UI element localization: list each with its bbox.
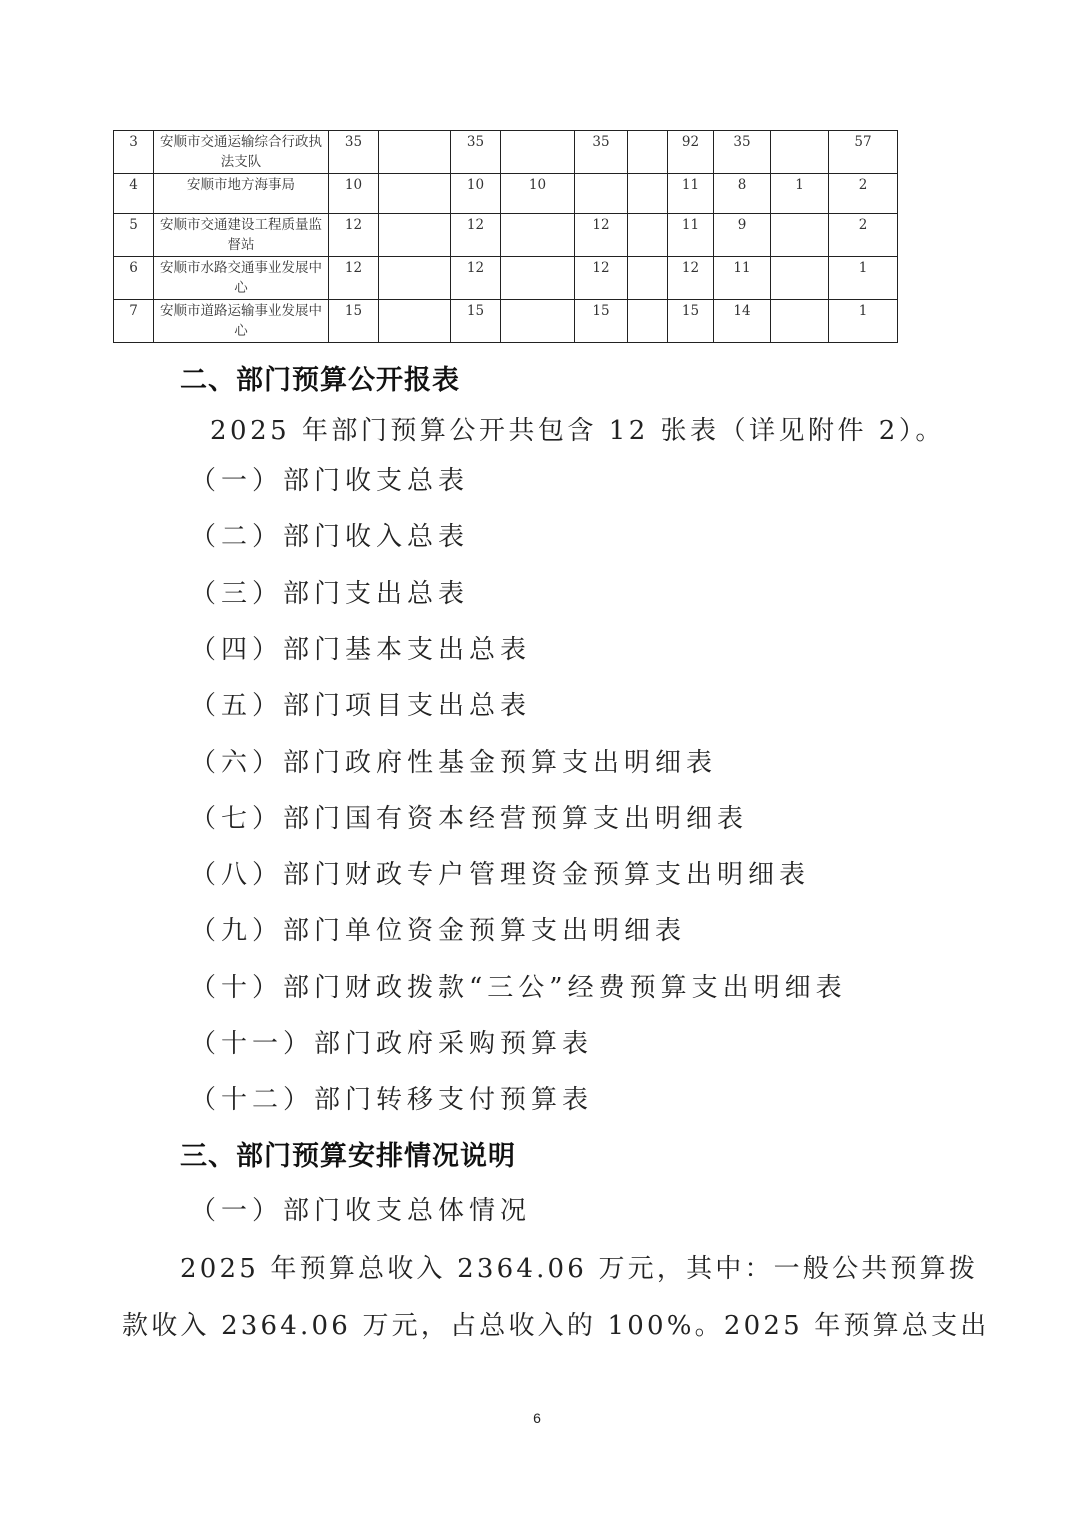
table-cell-value <box>628 174 668 214</box>
report-list-item: （二）部门收入总表 <box>190 522 470 553</box>
section-heading-2: 二、部门预算公开报表 <box>180 365 460 396</box>
report-list-item: （七）部门国有资本经营预算支出明细表 <box>190 803 749 834</box>
table-cell-value: 15 <box>451 300 501 343</box>
table-cell-value: 35 <box>714 131 771 174</box>
table-cell-value: 14 <box>714 300 771 343</box>
table-cell-value: 2 <box>829 174 898 214</box>
table-cell-name: 安顺市交通建设工程质量监督站 <box>154 214 329 257</box>
table-cell-number: 7 <box>114 300 154 343</box>
table-cell-value <box>379 214 451 257</box>
table-cell-number: 3 <box>114 131 154 174</box>
table-cell-value: 35 <box>329 131 379 174</box>
table-cell-value <box>771 214 829 257</box>
table-cell-value: 11 <box>714 257 771 300</box>
table-cell-value: 35 <box>575 131 628 174</box>
staffing-table <box>113 130 898 343</box>
subsection-heading: （一）部门收支总体情况 <box>190 1196 532 1226</box>
report-list-item: （八）部门财政专户管理资金预算支出明细表 <box>190 860 811 891</box>
report-list-item: （三）部门支出总表 <box>190 578 470 609</box>
table-cell-value: 12 <box>329 214 379 257</box>
table-row <box>114 174 898 214</box>
table-cell-name: 安顺市道路运输事业发展中心 <box>154 300 329 343</box>
table-cell-value: 9 <box>714 214 771 257</box>
table-cell-value <box>628 214 668 257</box>
table-cell-value <box>379 131 451 174</box>
table-cell-value <box>771 131 829 174</box>
report-list-item: （十一）部门政府采购预算表 <box>190 1029 594 1059</box>
table-cell-value: 11 <box>668 214 714 257</box>
report-list-item: （四）部门基本支出总表 <box>190 634 532 665</box>
table-cell-number: 4 <box>114 174 154 214</box>
table-cell-value <box>628 300 668 343</box>
table-cell-value <box>379 174 451 214</box>
report-list-item: （五）部门项目支出总表 <box>190 691 532 722</box>
table-row <box>114 214 898 257</box>
table-cell-value: 1 <box>829 257 898 300</box>
table-cell-name: 安顺市水路交通事业发展中心 <box>154 257 329 300</box>
page-number: 6 <box>533 1410 541 1426</box>
table-cell-value: 15 <box>668 300 714 343</box>
paragraph-line-2: 款收入 2364.06 万元，占总收入的 100%。2025 年预算总支出 <box>122 1311 990 1341</box>
table-cell-value: 11 <box>668 174 714 214</box>
table-cell-value: 12 <box>329 257 379 300</box>
table-row <box>114 257 898 300</box>
table-row <box>114 131 898 174</box>
table-cell-value: 10 <box>501 174 575 214</box>
table-cell-value: 12 <box>451 214 501 257</box>
table-cell-number: 5 <box>114 214 154 257</box>
table-cell-value: 10 <box>329 174 379 214</box>
table-cell-value <box>501 257 575 300</box>
table-cell-value: 35 <box>451 131 501 174</box>
table-cell-value <box>575 174 628 214</box>
table-cell-value: 15 <box>329 300 379 343</box>
table-cell-name: 安顺市地方海事局 <box>154 174 329 214</box>
report-list-item: （十）部门财政拨款“三公”经费预算支出明细表 <box>190 972 847 1003</box>
table-cell-name: 安顺市交通运输综合行政执法支队 <box>154 131 329 174</box>
table-cell-value: 12 <box>575 214 628 257</box>
table-cell-value: 8 <box>714 174 771 214</box>
report-list-item: （一）部门收支总表 <box>190 466 470 496</box>
report-list-item: （六）部门政府性基金预算支出明细表 <box>190 747 718 778</box>
table-body <box>114 131 898 343</box>
table-cell-value: 2 <box>829 214 898 257</box>
table-cell-value <box>501 300 575 343</box>
table-cell-value <box>501 131 575 174</box>
section-heading-3: 三、部门预算安排情况说明 <box>180 1141 516 1172</box>
table-cell-value: 1 <box>771 174 829 214</box>
table-cell-value <box>771 300 829 343</box>
table-cell-value <box>628 257 668 300</box>
table-cell-value: 15 <box>575 300 628 343</box>
table-cell-value <box>628 131 668 174</box>
table-cell-value <box>771 257 829 300</box>
table-cell-value: 92 <box>668 131 714 174</box>
table-cell-value: 57 <box>829 131 898 174</box>
table-cell-value <box>379 300 451 343</box>
table-cell-value: 10 <box>451 174 501 214</box>
table-cell-value <box>501 214 575 257</box>
table-row <box>114 300 898 343</box>
table-cell-value: 12 <box>668 257 714 300</box>
table-cell-value <box>379 257 451 300</box>
report-list-item: （九）部门单位资金预算支出明细表 <box>190 916 687 947</box>
table-cell-number: 6 <box>114 257 154 300</box>
paragraph-line-1: 2025 年预算总收入 2364.06 万元，其中：一般公共预算拨 <box>180 1254 979 1284</box>
report-list-item: （十二）部门转移支付预算表 <box>190 1085 594 1116</box>
table-cell-value: 12 <box>451 257 501 300</box>
section2-intro: 2025 年部门预算公开共包含 12 张表（详见附件 2）。 <box>210 416 945 446</box>
table-cell-value: 1 <box>829 300 898 343</box>
table-cell-value: 12 <box>575 257 628 300</box>
